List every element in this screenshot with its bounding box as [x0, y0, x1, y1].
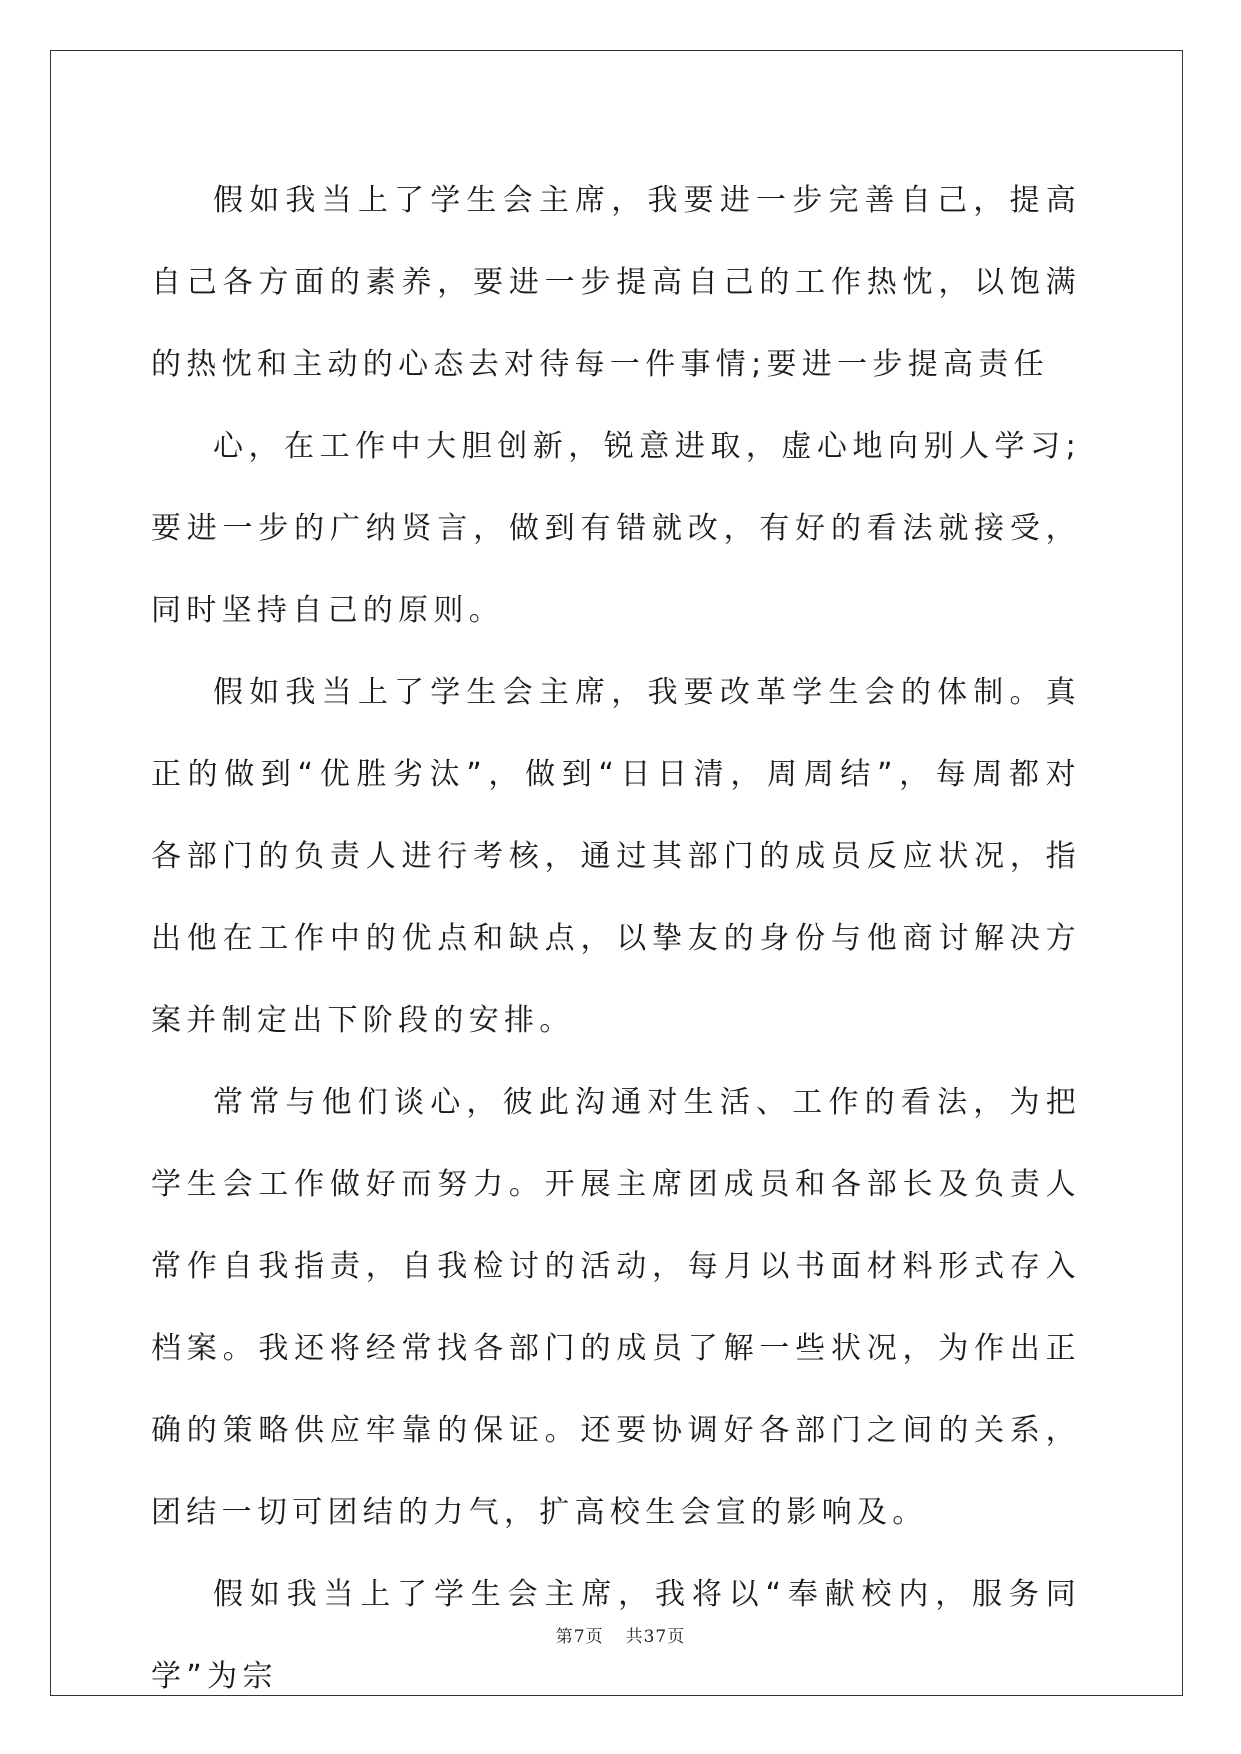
paragraph: 假如我当上了学生会主席，我要改革学生会的体制。真正的做到“优胜劣汰”，做到“日日清，周周结”，每周都对各部门的负责人进行考核，通过其部门的成员反应状况，指出他在工作中的优点和缺点，以挚友的身份与他商讨解决方案并制定出下阶段的安排。 — [151, 675, 1081, 1038]
document-body — [151, 160, 1081, 1718]
paragraph: 假如我当上了学生会主席，我要进一步完善自己，提高自己各方面的素养，要进一步提高自己的工作热忱，以饱满的热忱和主动的心态去对待每一件事情;要进一步提高责任 — [151, 183, 1081, 382]
paragraph: 常常与他们谈心，彼此沟通对生活、工作的看法，为把学生会工作做好而努力。开展主席团成员和各部长及负责人常作自我指责，自我检讨的活动，每月以书面材料形式存入档案。我还将经常找各部门的成员了解一些状况，为作出正确的策略供应牢靠的保证。还要协调好各部门之间的关系，团结一切可团结的力气，扩高校生会宣的影响及。 — [151, 1085, 1081, 1530]
page-number: 第7页 — [555, 1627, 604, 1647]
paragraph: 假如我当上了学生会主席，我将以“奉献校内，服务同学”为宗 — [151, 1577, 1081, 1694]
paragraph: 心，在工作中大胆创新，锐意进取，虚心地向别人学习;要进一步的广纳贤言，做到有错就改，有好的看法就接受，同时坚持自己的原则。 — [151, 429, 1081, 628]
page-total: 共37页 — [625, 1627, 686, 1647]
page-footer — [0, 1622, 1241, 1647]
